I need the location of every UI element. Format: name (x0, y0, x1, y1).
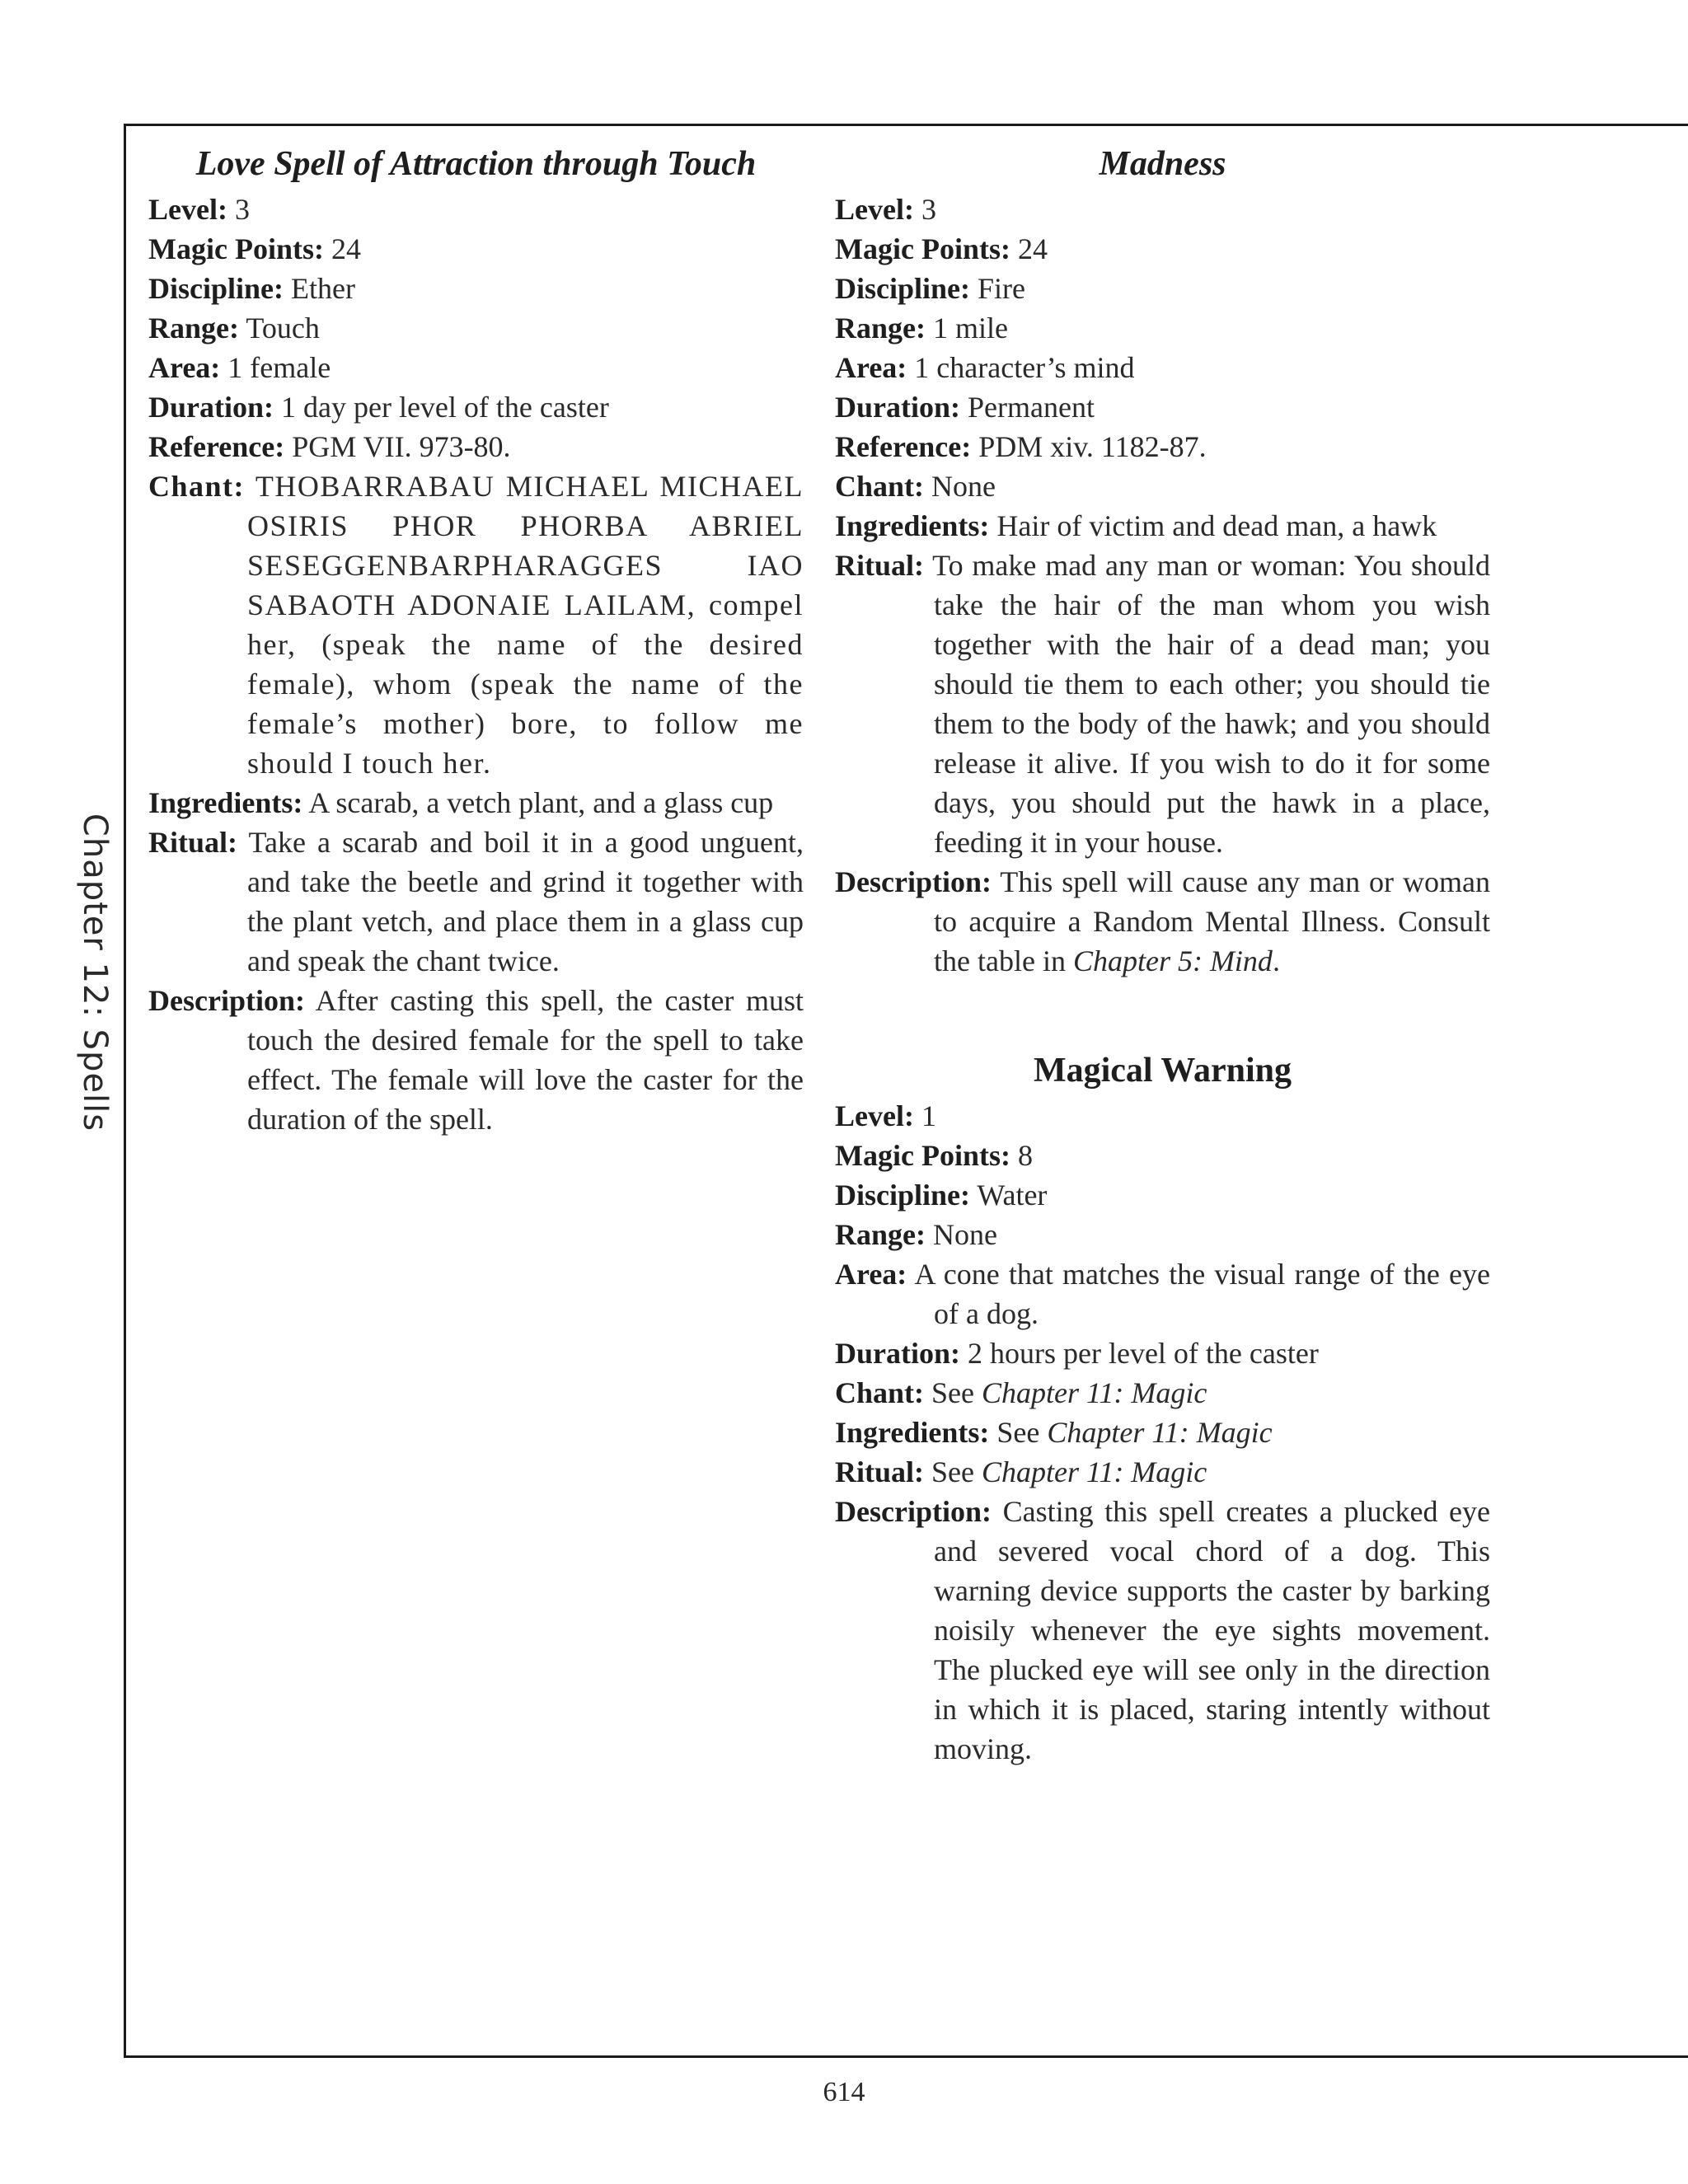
spell-ritual: Ritual: Take a scarab and boil it in a good unguent, and take the beetle and grind it together with the plant vetch, and place them in a glass cup and speak the chant twice. (148, 826, 804, 977)
page-number: 614 (823, 2077, 865, 2107)
spell-title: Love Spell of Attraction through Touch (195, 145, 757, 183)
left-column (148, 140, 804, 1139)
page-border-top (124, 124, 1688, 126)
spell-ingredients: Ingredients: A scarab, a vetch plant, and a glass cup (148, 786, 774, 819)
spell-range: Range: None (835, 1218, 997, 1251)
spell-magic-points: Magic Points: 24 (148, 232, 361, 265)
spell-reference: Reference: PGM VII. 973-80. (148, 430, 511, 463)
chapter-reference: Chapter 11: Magic (1047, 1416, 1273, 1449)
chapter-reference: Chapter 11: Magic (982, 1376, 1207, 1409)
spell-discipline: Discipline: Water (835, 1179, 1048, 1212)
spell-area: Area: A cone that matches the visual range of the eye of a dog. (835, 1258, 1491, 1330)
spell-ritual: Ritual: To make mad any man or woman: You should take the hair of the man whom you wish together with the hair of a dead man; you should tie them to each other; you should tie them to the body of the hawk; and you should release it alive. If you wish to do it for some days, you should put the hawk in a place, feeding it in your house. (835, 549, 1490, 859)
spell-area: Area: 1 character’s mind (835, 351, 1135, 384)
spell-level: Level: 3 (148, 193, 250, 226)
spell-reference: Reference: PDM xiv. 1182-87. (835, 430, 1207, 463)
spell-love-attraction (148, 140, 804, 1139)
spell-ritual: Ritual: See Chapter 11: Magic (835, 1455, 1207, 1488)
spell-range: Range: Touch (148, 312, 320, 344)
spell-ingredients: Ingredients: Hair of victim and dead man, a hawk (835, 509, 1437, 542)
spell-level: Level: 1 (835, 1099, 936, 1132)
spell-duration: Duration: Permanent (835, 391, 1095, 424)
spell-duration: Duration: 2 hours per level of the caster (835, 1337, 1319, 1370)
spell-description: Description: This spell will cause any man or woman to acquire a Random Mental Illness. Consult the table in Chapter 5: Mind. (835, 865, 1490, 977)
spell-chant: Chant: THOBARRABAU MICHAEL MICHAEL OSIRIS PHOR PHORBA ABRIEL SESEGGENBARPHARAGGES IAO SABAOTH ADONAIE LAILAM, compel her, (speak the name of the desired female), whom (speak the name of the female’s mother) bore, to follow me should I touch her. (148, 470, 804, 780)
spell-chant: Chant: See Chapter 11: Magic (835, 1376, 1207, 1409)
page-border-left (124, 124, 126, 2057)
right-column (835, 140, 1490, 1769)
spell-description: Description: After casting this spell, the caster must touch the desired female for the spell to take effect. The female will love the caster for the duration of the spell. (148, 984, 804, 1136)
spell-chant: Chant: None (835, 470, 996, 503)
spell-magic-points: Magic Points: 8 (835, 1139, 1033, 1172)
spell-range: Range: 1 mile (835, 312, 1008, 344)
chapter-reference: Chapter 11: Magic (981, 1455, 1207, 1488)
spell-discipline: Discipline: Fire (835, 272, 1026, 305)
spell-duration: Duration: 1 day per level of the caster (148, 391, 609, 424)
spell-level: Level: 3 (835, 193, 936, 226)
spell-area: Area: 1 female (148, 351, 331, 384)
spell-magical-warning (835, 1047, 1490, 1769)
spell-title: Madness (1099, 145, 1226, 183)
spell-description: Description: Casting this spell creates a plucked eye and severed vocal chord of a dog. This warning device supports the caster by barking noisily whenever the eye sights movement. The plucked eye will see only in the direction in which it is placed, staring intently without moving. (835, 1495, 1490, 1765)
page-border-bottom (124, 2055, 1688, 2058)
chapter-side-label: Chapter 12: Spells (76, 813, 114, 1132)
spell-title: Magical Warning (1033, 1052, 1292, 1090)
spell-discipline: Discipline: Ether (148, 272, 355, 305)
spell-madness (835, 140, 1490, 981)
spell-ingredients: Ingredients: See Chapter 11: Magic (835, 1416, 1273, 1449)
spell-magic-points: Magic Points: 24 (835, 232, 1048, 265)
chapter-reference: Chapter 5: Mind (1072, 944, 1273, 977)
